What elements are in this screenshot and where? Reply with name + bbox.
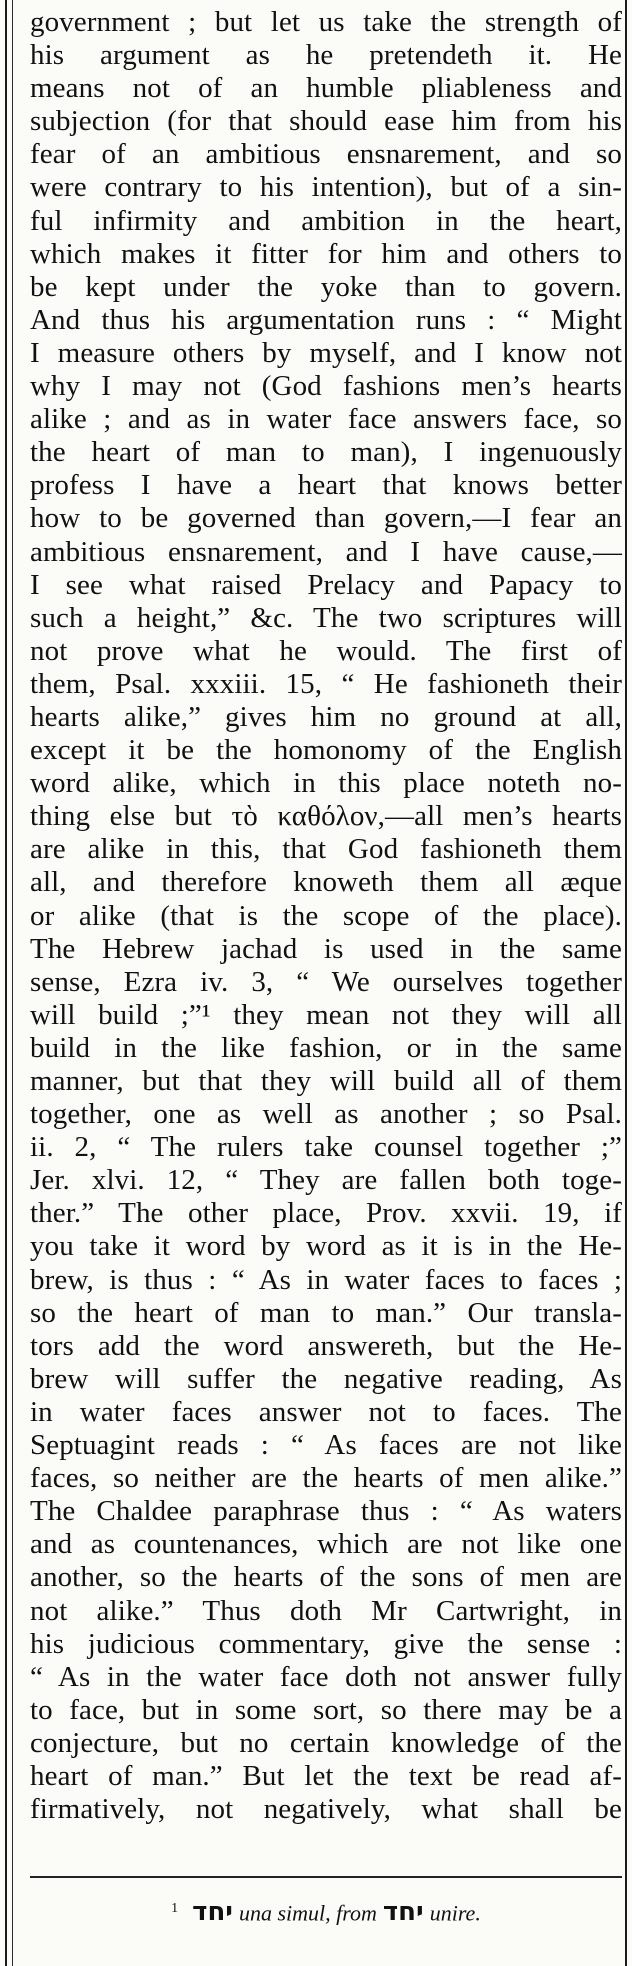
text-line: means not of an humble pliableness and [30,72,622,105]
text-line: government ; but let us take the strength of [30,6,622,38]
text-line: profess I have a heart that knows better [30,469,622,502]
text-line: to face, but in some sort, so there may be a [30,1693,622,1726]
footnote-hebrew-word-2: יחד [382,1897,424,1928]
text-line: were contrary to his intention), but of a sin- [30,171,622,204]
text-line: word alike, which in this place noteth no- [30,767,622,800]
text-line: not prove what he would. The first of [30,634,622,667]
left-border-rule-inner [12,0,13,1966]
text-line: brew, is thus : “ As in water faces to faces ; [30,1263,622,1296]
text-line: except it be the homonomy of the English [30,734,622,767]
text-line: all, and therefore knoweth them all æque [30,866,622,899]
text-line: be kept under the yoke than to govern. [30,270,622,303]
text-line: And thus his argumentation runs : “ Might [30,303,622,336]
text-line: which makes it fitter for him and others to [30,237,622,270]
text-line: so the heart of man to man.” Our transla- [30,1296,622,1329]
text-line: will build ;”¹ they mean not they will all [30,998,622,1031]
text-line: ambitious ensnarement, and I have cause,— [30,535,622,568]
text-line: alike ; and as in water face answers face, so [30,403,622,436]
footnote-gloss-1: una simul, from [238,1900,377,1926]
text-line: such a height,” &c. The two scriptures will [30,601,622,634]
text-line: together, one as well as another ; so Psal. [30,1098,622,1131]
footnote-marker: 1 [171,1901,179,1916]
text-line: firmatively, not negatively, what shall be [30,1793,622,1826]
text-line: faces, so neither are the hearts of men alike.” [30,1462,622,1495]
text-line: how to be governed than govern,—I fear an [30,502,622,535]
text-line: fear of an ambitious ensnarement, and so [30,138,622,171]
text-line: ful infirmity and ambition in the heart, [30,204,622,237]
text-line: them, Psal. xxxiii. 15, “ He fashioneth their [30,667,622,700]
text-line: are alike in this, that God fashioneth them [30,833,622,866]
right-border-rule [625,0,627,1966]
text-line: Septuagint reads : “ As faces are not like [30,1429,622,1462]
text-line: build in the like fashion, or in the same [30,1031,622,1064]
text-line: The Hebrew jachad is used in the same [30,932,622,965]
text-line: “ As in the water face doth not answer fully [30,1660,622,1693]
text-line: brew will suffer the negative reading, As [30,1362,622,1395]
text-line: Jer. xlvi. 12, “ They are fallen both toge- [30,1164,622,1197]
text-line: in water faces answer not to faces. The [30,1395,622,1428]
left-border-rule-outer [5,0,7,1966]
text-line: heart of man.” But let the text be read af- [30,1759,622,1792]
text-line: ther.” The other place, Prov. xxvii. 19, if [30,1197,622,1230]
text-line: hearts alike,” gives him no ground at all, [30,700,622,733]
footnote [30,1894,622,1928]
footnote-gloss-2: unire. [429,1900,481,1926]
text-line: why I may not (God fashions men’s hearts [30,370,622,403]
text-line: ii. 2, “ The rulers take counsel together ;” [30,1131,622,1164]
text-line: not alike.” Thus doth Mr Cartwright, in [30,1594,622,1627]
text-line: tors add the word answereth, but the He- [30,1329,622,1362]
text-line: the heart of man to man), I ingenuously [30,436,622,469]
text-line: subjection (for that should ease him from his [30,105,622,138]
text-line: manner, but that they will build all of them [30,1065,622,1097]
text-line: sense, Ezra iv. 3, “ We ourselves together [30,965,622,998]
text-line: his judicious commentary, give the sense : [30,1627,622,1660]
text-line: conjecture, but no certain knowledge of the [30,1726,622,1759]
footnote-hebrew-word-1: יחד [192,1897,233,1928]
text-line: and as countenances, which are not like one [30,1528,622,1561]
text-line: you take it word by word as it is in the He- [30,1230,622,1263]
text-line: his argument as he pretendeth it. He [30,39,622,72]
footnote-divider [30,1876,622,1878]
body-text [30,6,622,1826]
text-line: or alike (that is the scope of the place). [30,899,622,932]
text-line: I measure others by myself, and I know not [30,336,622,369]
text-line: thing else but τὸ καθόλον,—all men’s hearts [30,800,622,833]
text-line: I see what raised Prelacy and Papacy to [30,568,622,601]
text-line: The Chaldee paraphrase thus : “ As waters [30,1495,622,1528]
text-line: another, so the hearts of the sons of men are [30,1561,622,1594]
